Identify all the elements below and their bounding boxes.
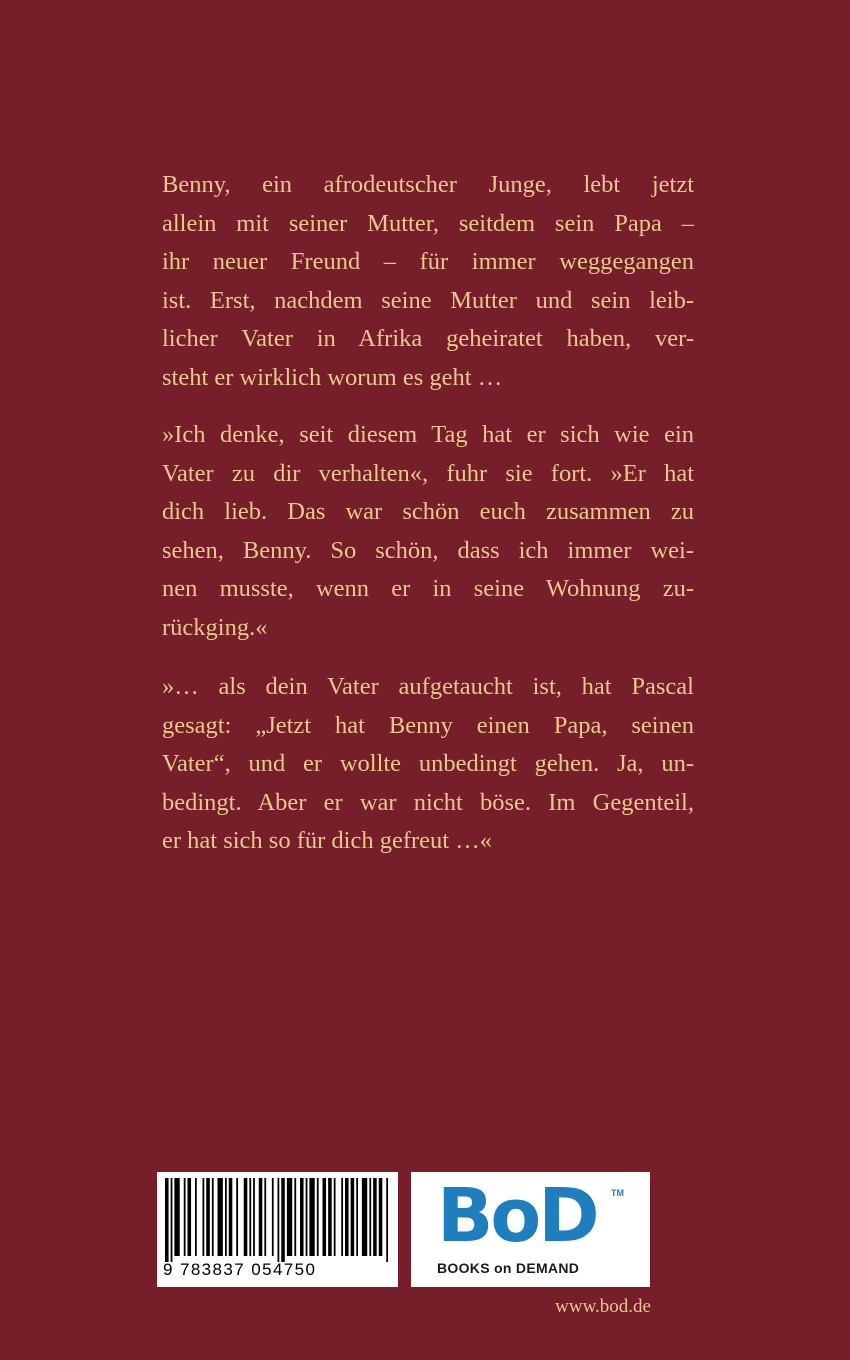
text-line: sehen, Benny. So schön, dass ich immer wei- bbox=[162, 536, 694, 564]
publisher-website: www.bod.de bbox=[555, 1296, 651, 1317]
barcode-bar bbox=[281, 1178, 285, 1262]
text-line: »… als dein Vater aufgetaucht ist, hat Pascal bbox=[162, 673, 694, 700]
publisher-logo-box bbox=[411, 1172, 650, 1287]
barcode-bar bbox=[300, 1178, 304, 1256]
barcode-bar bbox=[334, 1178, 336, 1256]
barcode-bar bbox=[309, 1178, 314, 1256]
text-line: allein mit seiner Mutter, seitdem sein Papa – bbox=[162, 209, 694, 237]
text-line: »Ich denke, seit diesem Tag hat er sich wie ein bbox=[162, 421, 694, 448]
barcode-bar bbox=[184, 1178, 186, 1256]
text-line: dich lieb. Das war schön euch zusammen zu bbox=[162, 498, 694, 525]
text-line: rückging.« bbox=[162, 613, 268, 641]
trademark-mark: TM bbox=[611, 1188, 624, 1198]
barcode-bar bbox=[249, 1178, 251, 1256]
text-line: bedingt. Aber er war nicht böse. Im Gegenteil, bbox=[162, 788, 694, 816]
blurb-paragraph-3 bbox=[162, 668, 694, 861]
publisher-tagline: BOOKS on DEMAND bbox=[437, 1260, 580, 1276]
barcode-bar bbox=[272, 1178, 274, 1256]
text-line: Vater“, und er wollte unbedingt gehen. Ja, un- bbox=[162, 750, 694, 777]
barcode-bar bbox=[264, 1178, 266, 1256]
bod-logo: BoD bbox=[437, 1173, 597, 1259]
barcode-bar bbox=[203, 1178, 205, 1256]
text-line: Benny, ein afrodeutscher Junge, lebt jetzt bbox=[162, 171, 694, 198]
text-line: gesagt: „Jetzt hat Benny einen Papa, seinen bbox=[162, 711, 694, 739]
barcode-bar bbox=[188, 1178, 192, 1256]
barcode-bar bbox=[294, 1178, 296, 1256]
barcode-bar bbox=[356, 1178, 358, 1256]
text-line: ihr neuer Freund – für immer weggegangen bbox=[162, 248, 694, 275]
barcode-bar bbox=[218, 1178, 223, 1256]
barcode-bar bbox=[287, 1178, 292, 1256]
barcode-bar bbox=[351, 1178, 355, 1256]
text-line: er hat sich so für dich gefreut …« bbox=[162, 827, 492, 854]
barcode-bar bbox=[373, 1178, 377, 1256]
barcode-bar bbox=[253, 1178, 255, 1256]
barcode-bar bbox=[259, 1178, 263, 1256]
blurb-paragraph-2 bbox=[162, 416, 694, 647]
barcode-bar bbox=[386, 1178, 388, 1262]
barcode-bar bbox=[195, 1178, 197, 1256]
barcode-bar bbox=[379, 1178, 383, 1256]
text-line: ist. Erst, nachdem seine Mutter und sein leib- bbox=[162, 286, 694, 314]
barcode-bar bbox=[174, 1178, 179, 1256]
barcode-digits: 9 783837 054750 bbox=[163, 1260, 317, 1279]
barcode-bar bbox=[171, 1178, 173, 1262]
barcode-bar bbox=[341, 1178, 343, 1256]
barcode-bar bbox=[362, 1178, 367, 1256]
barcode-bar bbox=[236, 1178, 238, 1256]
barcode-bar bbox=[369, 1178, 371, 1256]
barcode-bar bbox=[278, 1178, 280, 1262]
text-line: Vater zu dir verhalten«, fuhr sie fort. »Er hat bbox=[162, 459, 694, 487]
barcode-bar bbox=[212, 1178, 214, 1256]
isbn-barcode bbox=[157, 1172, 398, 1287]
barcode-bar bbox=[317, 1178, 319, 1256]
barcode-bar bbox=[244, 1178, 248, 1256]
barcode-bar bbox=[165, 1178, 169, 1262]
barcode-bar bbox=[206, 1178, 210, 1256]
barcode-bar bbox=[225, 1178, 227, 1256]
barcode-bar bbox=[328, 1178, 332, 1256]
text-line: nen musste, wenn er in seine Wohnung zu- bbox=[162, 575, 694, 602]
barcode-bar bbox=[229, 1178, 233, 1256]
text-line: licher Vater in Afrika geheiratet haben, ver- bbox=[162, 325, 694, 352]
blurb-paragraph-1 bbox=[162, 166, 694, 397]
barcode-bars-graphic bbox=[165, 1178, 390, 1262]
barcode-bar bbox=[345, 1178, 349, 1256]
text-line: steht er wirklich worum es geht … bbox=[162, 363, 503, 391]
barcode-bar bbox=[323, 1178, 327, 1256]
barcode-bar bbox=[306, 1178, 308, 1256]
